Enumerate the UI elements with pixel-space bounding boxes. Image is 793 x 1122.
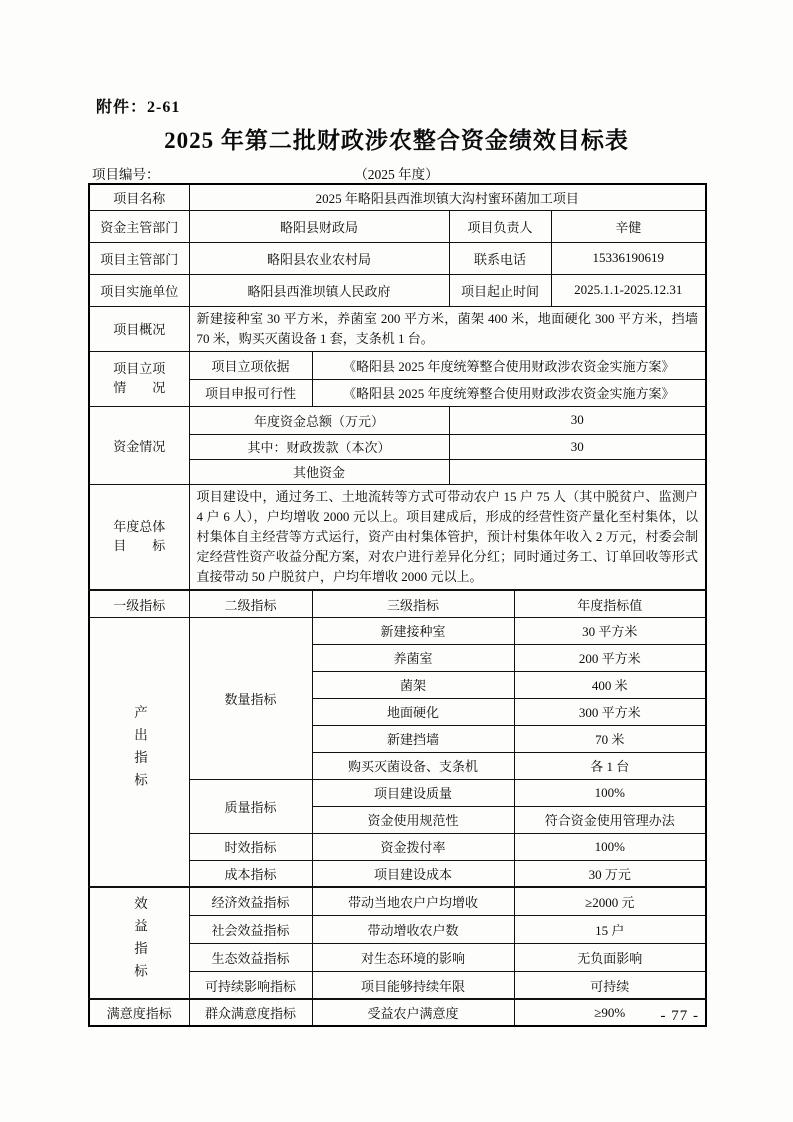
output-indicator-label: 产出指标: [132, 705, 147, 796]
indicator-row-value-cell: 各 1 台: [514, 752, 706, 779]
indicator-row-name-cell: 地面硬化: [312, 698, 514, 725]
benefit-indicator-label-cell: [89, 887, 189, 999]
indicator-row-value-cell: 符合资金使用管理办法: [514, 806, 706, 833]
phone-label-cell: 联系电话: [449, 242, 551, 274]
leader-label-cell: 项目负责人: [449, 210, 551, 242]
indicator-row-name-cell: 带动增收农户数: [312, 915, 514, 943]
indicator-row-name-cell: 菌架: [312, 671, 514, 698]
period-label-cell: 项目起止时间: [449, 274, 551, 306]
phone-value-cell: 15336190619: [551, 242, 706, 274]
indicator-header-level3: 三级指标: [312, 590, 514, 617]
indicator-row-value-cell: 200 平方米: [514, 644, 706, 671]
impl-unit-label-cell: 项目实施单位: [89, 274, 189, 306]
funding-row-value-cell: 30: [449, 406, 706, 434]
overview-value-cell: 新建接种室 30 平方米，养菌室 200 平方米，菌架 400 米，地面硬化 300 平方米，挡墙 70 米，购买灭菌设备 1 套，支条机 1 台。: [189, 306, 706, 351]
fund-dept-label-cell: 资金主管部门: [89, 210, 189, 242]
initiation-label-cell: [89, 351, 189, 406]
indicator-row-value-cell: 30 万元: [514, 860, 706, 887]
overview-label-cell: 项目概况: [89, 306, 189, 351]
indicator-row-name-cell: 养菌室: [312, 644, 514, 671]
indicator-row-name-cell: 新建接种室: [312, 617, 514, 644]
impl-unit-value-cell: 略阳县西淮坝镇人民政府: [189, 274, 449, 306]
annual-goal-label-line1: 年度总体: [113, 519, 166, 535]
indicator-row-name-cell: 新建挡墙: [312, 725, 514, 752]
indicator-row-name-cell: 带动当地农户户均增收: [312, 887, 514, 915]
indicator-row-value-cell: ≥2000 元: [514, 887, 706, 915]
benefit-row-label-cell: 社会效益指标: [189, 915, 312, 943]
page-number: - 77 -: [660, 1008, 699, 1024]
cost-indicator-label-cell: 成本指标: [189, 860, 312, 887]
annual-goal-label-line2: 目 标: [113, 538, 166, 554]
indicator-row-value-cell: 无负面影响: [514, 943, 706, 971]
indicator-row-name-cell: 项目建设成本: [312, 860, 514, 887]
satisfaction-row-label-cell: 群众满意度指标: [189, 999, 312, 1026]
initiation-label-line1: 项目立项: [113, 360, 166, 376]
indicator-header-level2: 二级指标: [189, 590, 312, 617]
indicator-row-name-cell: 资金拨付率: [312, 833, 514, 860]
indicator-row-name-cell: 受益农户满意度: [312, 999, 514, 1026]
annual-goal-text-cell: 项目建设中，通过务工、土地流转等方式可带动农户 15 户 75 人（其中脱贫户、监测户 4 户 6 人），户均增收 2000 元以上。项目建成后，形成的经营性资产量化至村集体，以村集体自主经营等方式运行，资产由村集体管护，预计村集体年收入 2 万元，村委会制定经营性资产收益分配方案，对农户进行差异化分红；同时通过务工、订单回收等形式直接带动 50 户脱贫户，户均年增收 2000 元以上。: [189, 484, 706, 590]
indicator-row-value-cell: 100%: [514, 779, 706, 806]
fund-dept-value-cell: 略阳县财政局: [189, 210, 449, 242]
annual-goal-label-cell: [89, 484, 189, 590]
initiation-basis-value-cell: 《略阳县 2025 年度统筹整合使用财政涉农资金实施方案》: [312, 351, 706, 379]
indicator-row-value-cell: ≥90%: [514, 999, 706, 1026]
funding-row-value-cell: 30: [449, 434, 706, 459]
project-dept-value-cell: 略阳县农业农村局: [189, 242, 449, 274]
indicator-row-name-cell: 购买灭菌设备、支条机: [312, 752, 514, 779]
meta-row: [88, 163, 705, 181]
quality-indicator-label-cell: 质量指标: [189, 779, 312, 833]
indicator-row-value-cell: 400 米: [514, 671, 706, 698]
attachment-label: 附件：2-61: [96, 99, 181, 116]
satisfaction-indicator-label-cell: 满意度指标: [89, 999, 189, 1026]
timeliness-indicator-label-cell: 时效指标: [189, 833, 312, 860]
benefit-row-label-cell: 经济效益指标: [189, 887, 312, 915]
period-value-cell: 2025.1.1-2025.12.31: [551, 274, 706, 306]
project-dept-label-cell: 项目主管部门: [89, 242, 189, 274]
indicator-row-name-cell: 对生态环境的影响: [312, 943, 514, 971]
indicator-row-name-cell: 资金使用规范性: [312, 806, 514, 833]
indicator-row-name-cell: 项目建设质量: [312, 779, 514, 806]
indicator-row-value-cell: 70 米: [514, 725, 706, 752]
initiation-label-line2: 情 况: [113, 379, 166, 395]
leader-value-cell: 辛健: [551, 210, 706, 242]
indicator-header-value: 年度指标值: [514, 590, 706, 617]
indicator-row-value-cell: 100%: [514, 833, 706, 860]
page-title: 2025 年第二批财政涉农整合资金绩效目标表: [164, 128, 629, 153]
initiation-basis-label-cell: 项目立项依据: [189, 351, 312, 379]
indicator-row-value-cell: 30 平方米: [514, 617, 706, 644]
funding-label-cell: 资金情况: [89, 406, 189, 484]
project-name-value-cell: 2025 年略阳县西淮坝镇大沟村蜜环菌加工项目: [189, 184, 706, 210]
benefit-row-label-cell: 生态效益指标: [189, 943, 312, 971]
project-number-label: 项目编号：: [92, 167, 160, 182]
funding-row-name-cell: 年度资金总额（万元）: [189, 406, 449, 434]
indicator-row-value-cell: 300 平方米: [514, 698, 706, 725]
indicator-row-value-cell: 15 户: [514, 915, 706, 943]
project-name-label-cell: 项目名称: [89, 184, 189, 210]
funding-row-value-cell: [449, 459, 706, 484]
indicator-row-name-cell: 项目能够持续年限: [312, 971, 514, 999]
funding-row-name-cell: 其中：财政拨款（本次）: [189, 434, 449, 459]
initiation-feasibility-value-cell: 《略阳县 2025 年度统筹整合使用财政涉农资金实施方案》: [312, 379, 706, 406]
indicator-header-level1: 一级指标: [89, 590, 189, 617]
indicator-row-value-cell: 可持续: [514, 971, 706, 999]
quantity-indicator-label-cell: 数量指标: [189, 617, 312, 779]
funding-row-name-cell: 其他资金: [189, 459, 449, 484]
initiation-feasibility-label-cell: 项目申报可行性: [189, 379, 312, 406]
benefit-indicator-label: 效益指标: [132, 896, 147, 987]
output-indicator-label-cell: [89, 617, 189, 887]
performance-target-table: [88, 183, 707, 1027]
benefit-row-label-cell: 可持续影响指标: [189, 971, 312, 999]
year-label: （2025 年度）: [354, 167, 439, 182]
